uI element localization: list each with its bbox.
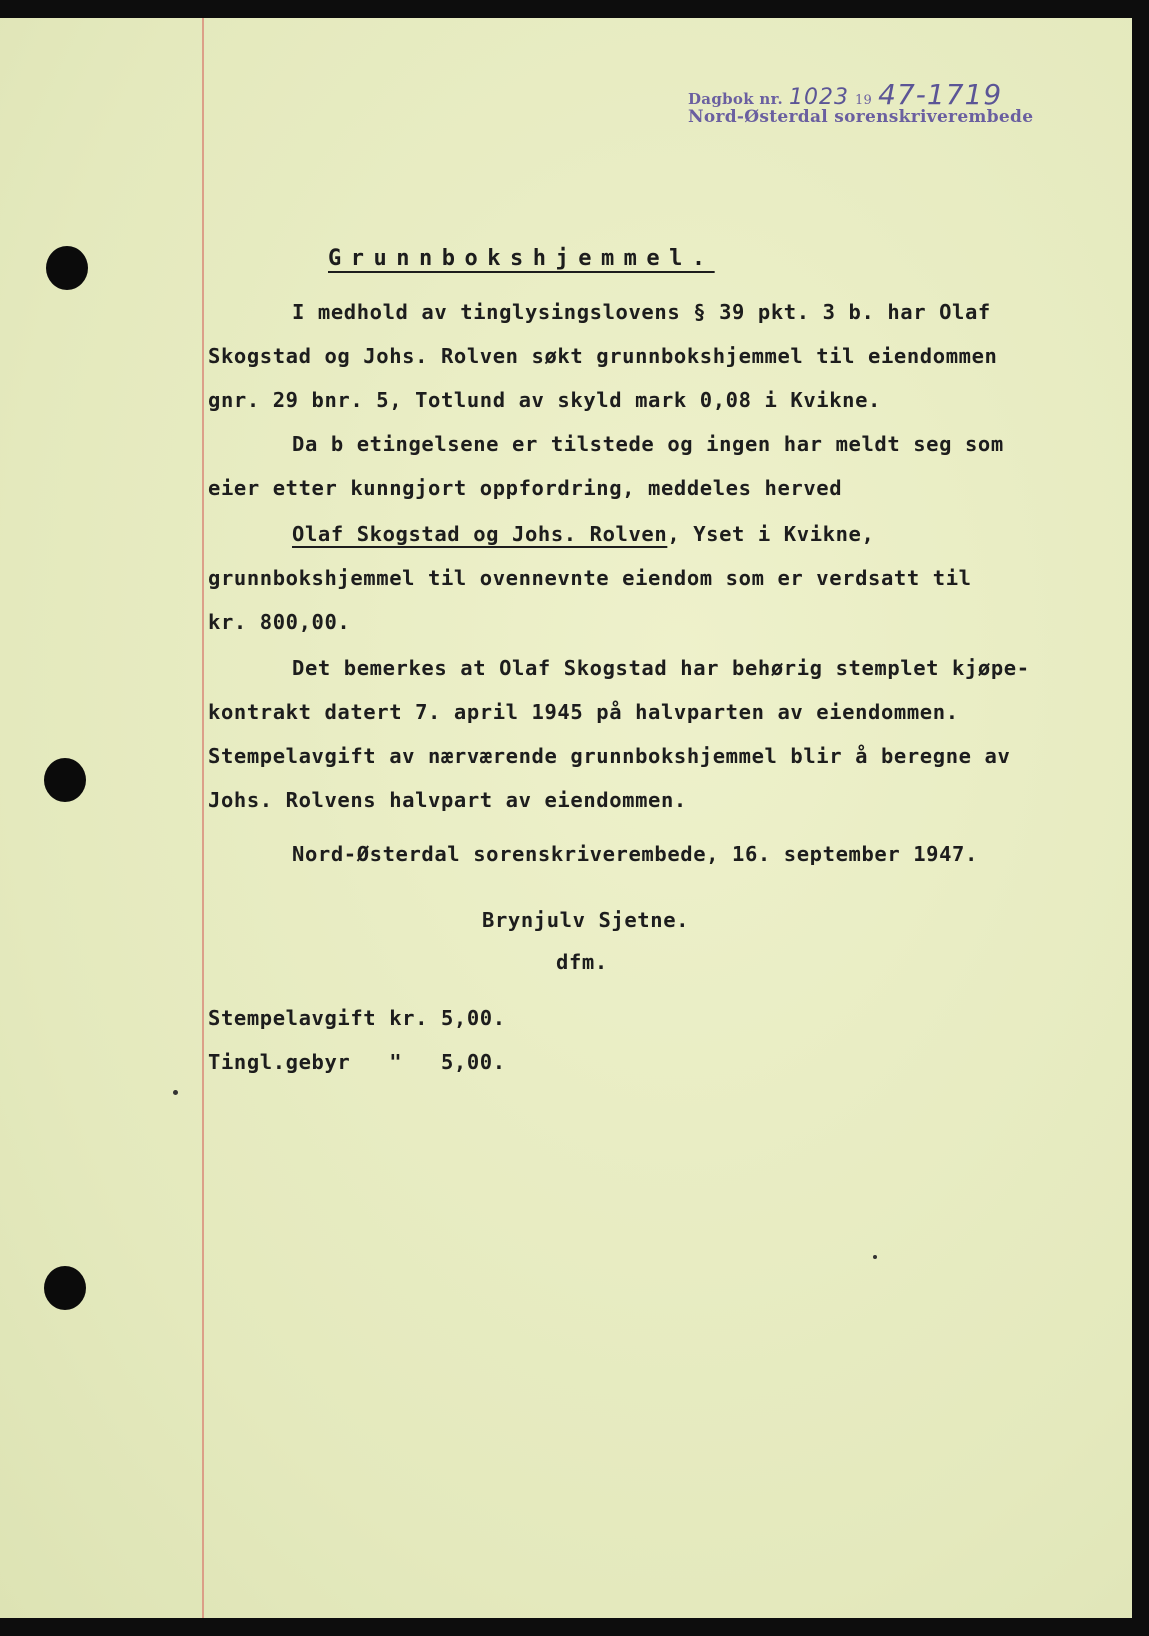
registry-stamp — [688, 78, 1033, 127]
signature: Brynjulv Sjetne. — [482, 908, 690, 932]
punch-hole — [46, 246, 88, 290]
text-line: kontrakt datert 7. april 1945 på halvparten av eiendommen. — [208, 700, 959, 724]
office-name: Nord-Østerdal sorenskriverembede — [688, 107, 1034, 127]
text-line: Johs. Rolvens halvpart av eiendommen. — [208, 788, 687, 812]
date-line: Nord-Østerdal sorenskriverembede, 16. september 1947. — [292, 842, 978, 866]
text-line — [292, 522, 874, 546]
punch-hole — [44, 1266, 86, 1310]
fee-line: Stempelavgift kr. 5,00. — [208, 1006, 506, 1030]
text-line: grunnbokshjemmel til ovennevnte eiendom som er verdsatt til — [208, 566, 972, 590]
document-page — [0, 18, 1132, 1618]
owner-location: , Yset i Kvikne, — [667, 522, 875, 546]
owner-names: Olaf Skogstad og Johs. Rolven — [292, 522, 668, 546]
margin-line — [202, 18, 204, 1618]
text-line: Det bemerkes at Olaf Skogstad har behørig stemplet kjøpe- — [292, 656, 1030, 680]
speck — [873, 1255, 877, 1259]
text-line: I medhold av tinglysingslovens § 39 pkt. 3 b. har Olaf — [292, 300, 991, 324]
text-line: Da b etingelsene er tilstede og ingen har meldt seg som — [292, 432, 1004, 456]
document-title: Grunnbokshjemmel. — [328, 246, 715, 271]
text-line: Stempelavgift av nærværende grunnbokshjemmel blir å beregne av — [208, 744, 1011, 768]
text-line: gnr. 29 bnr. 5, Totlund av skyld mark 0,08 i Kvikne. — [208, 388, 881, 412]
text-line: kr. 800,00. — [208, 610, 351, 634]
dagbok-number: 1023 — [788, 85, 849, 110]
handwritten-number: 47-1719 — [878, 78, 1003, 111]
speck — [173, 1090, 178, 1095]
year-prefix: 19 — [854, 93, 873, 108]
punch-hole — [44, 758, 86, 802]
fee-line: Tingl.gebyr " 5,00. — [208, 1050, 506, 1074]
dagbok-label: Dagbok nr. — [688, 90, 783, 108]
text-line: eier etter kunngjort oppfordring, meddeles herved — [208, 476, 843, 500]
text-line: Skogstad og Johs. Rolven søkt grunnbokshjemmel til eiendommen — [208, 344, 998, 368]
signature-title: dfm. — [556, 950, 608, 974]
